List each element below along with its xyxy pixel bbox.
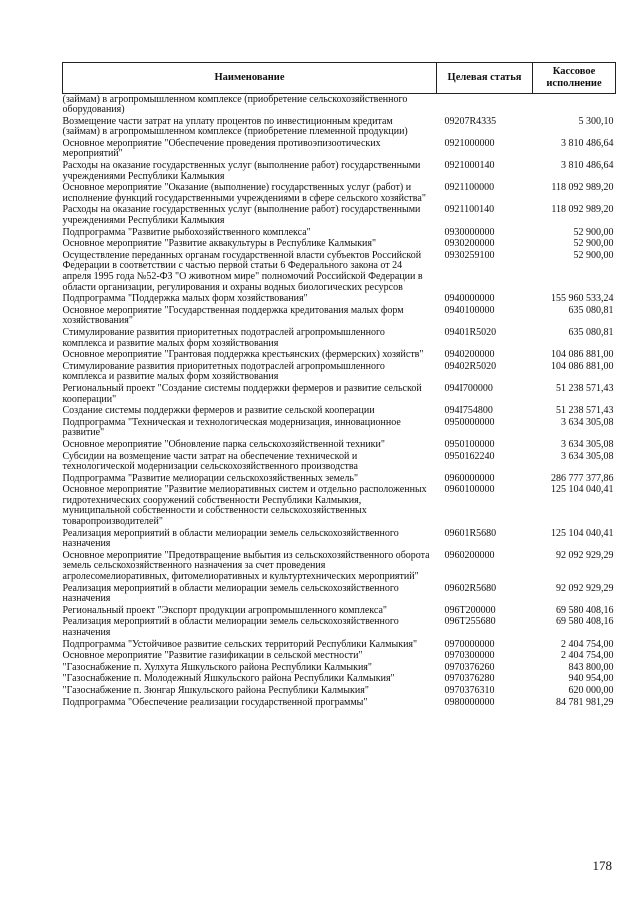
row-name: Подпрограмма "Развитие мелиорации сельскохозяйственных земель" <box>62 472 359 484</box>
table-row <box>63 239 616 251</box>
row-name: Расходы на оказание государственных услуг (выполнение работ) государственными учреждениями Республики Калмыкия <box>62 204 421 227</box>
table-row <box>63 350 616 362</box>
row-code: 0970300000 <box>444 650 495 662</box>
row-code: 0970376260 <box>444 661 495 673</box>
row-name: Реализация мероприятий в области мелиорации земель сельскохозяйственного назначения <box>62 616 399 638</box>
table-row <box>63 138 616 160</box>
row-name: Стимулирование развития приоритетных подотраслей агропромышленного комплекса и развитие малых форм хозяйствования <box>62 326 385 349</box>
table-row <box>63 94 616 117</box>
budget-execution-table <box>62 62 616 709</box>
row-name: Основное мероприятие "Развитие мелиоративных систем и отдельно расположенных гидротехнических сооружений собственности Республики Калмыкия, муниципальной собственности и собственности сельскохозяйственных товаропроизводителей" <box>62 484 427 528</box>
row-amount: 84 781 981,29 <box>556 696 614 708</box>
row-name: "Газоснабжение п. Зюнгар Яшкульского района Республики Калмыкия" <box>62 684 369 696</box>
row-amount: 125 104 040,41 <box>551 527 614 539</box>
row-code: 094I700000 <box>444 382 493 394</box>
table-row <box>63 697 616 709</box>
row-amount: 2 404 754,00 <box>561 650 614 662</box>
table-row <box>63 528 616 550</box>
row-code: 09601R5680 <box>444 527 497 539</box>
table-row <box>63 250 616 293</box>
table-row <box>63 550 616 583</box>
table-row <box>63 605 616 617</box>
row-code: 0921000000 <box>444 137 495 149</box>
budget-table-sheet <box>62 62 615 709</box>
table-row <box>63 674 616 686</box>
row-name: Основное мероприятие "Государственная поддержка кредитования малых форм хозяйствования" <box>62 304 404 327</box>
row-code: 0930000000 <box>444 226 495 238</box>
row-code: 09602R5680 <box>444 582 497 594</box>
row-amount: 52 900,00 <box>573 238 614 250</box>
row-name: Стимулирование развития приоритетных подотраслей агропромышленного комплекса и развитие малых форм хозяйствования <box>62 360 385 383</box>
table-row <box>63 294 616 306</box>
row-amount: 69 580 408,16 <box>556 616 614 628</box>
row-amount: 52 900,00 <box>573 226 614 238</box>
row-name: Подпрограмма "Устойчивое развитие сельских территорий Республики Калмыкия" <box>62 638 418 650</box>
row-code: 0970000000 <box>444 638 495 650</box>
table-header <box>63 63 616 94</box>
row-code: 0930259100 <box>444 249 495 261</box>
row-name: Основное мероприятие "Грантовая поддержка крестьянских (фермерских) хозяйств" <box>62 349 424 361</box>
row-name: (займам) в агропромышленном комплексе (приобретение сельскохозяйственного оборудования) <box>62 93 408 116</box>
row-name: "Газоснабжение п. Молодежный Яшкульского района Республики Калмыкия" <box>62 673 395 685</box>
row-name: Расходы на оказание государственных услуг (выполнение работ) государственными учреждениями Республики Калмыкия <box>62 160 421 182</box>
row-name: Основное мероприятие "Развитие аквакультуры в Республике Калмыкия" <box>62 238 377 250</box>
row-amount: 286 777 377,86 <box>551 472 614 484</box>
table-row <box>63 205 616 227</box>
row-amount: 104 086 881,00 <box>551 349 614 361</box>
row-amount: 2 404 754,00 <box>561 638 614 650</box>
table-row <box>63 583 616 605</box>
row-name: Основное мероприятие "Обновление парка сельскохозяйственной техники" <box>62 438 385 450</box>
table-row <box>63 439 616 451</box>
row-name: Реализация мероприятий в области мелиорации земель сельскохозяйственного назначения <box>62 527 399 550</box>
row-amount: 620 000,00 <box>568 684 614 696</box>
row-amount: 104 086 881,00 <box>551 360 614 372</box>
row-name: Возмещение части затрат на уплату процентов по инвестиционным кредитам (займам) в агропромышленном комплексе (приобретение племенной продукции) <box>62 115 408 138</box>
row-amount: 51 238 571,43 <box>556 405 614 417</box>
row-name: Осуществление переданных органам государственной власти субъектов Российской Федерации в соответствии с частью первой статьи 6 Федерального закона от 24 апреля 1995 года №52-ФЗ "О животном мире" полномочий Российской Федерации в области организации, регулирования и охраны водных биологических ресурсов <box>62 249 423 293</box>
table-row <box>63 485 616 528</box>
row-code: 0921000140 <box>444 160 495 172</box>
table-row <box>63 361 616 383</box>
row-name: Подпрограмма "Развитие рыбохозяйственного комплекса" <box>62 226 311 238</box>
table-body <box>63 94 616 709</box>
table-row <box>63 327 616 349</box>
row-amount: 3 810 486,64 <box>561 137 614 149</box>
header-name: Наименование <box>63 63 437 94</box>
row-name: Подпрограмма "Поддержка малых форм хозяйствования" <box>62 293 308 305</box>
row-amount: 125 104 040,41 <box>551 484 614 496</box>
row-name: Основное мероприятие "Оказание (выполнение) государственных услуг (работ) и исполнение функций государственными учреждениями в сфере сельского хозяйства" <box>62 182 426 204</box>
row-code: 0950000000 <box>444 416 495 428</box>
table-row <box>63 305 616 327</box>
header-code: Целевая статья <box>437 63 533 94</box>
row-code: 0921100000 <box>444 182 495 194</box>
table-row <box>63 406 616 418</box>
row-amount: 3 634 305,08 <box>561 416 614 428</box>
row-code: 0930200000 <box>444 238 495 250</box>
row-code: 0970376310 <box>444 684 495 696</box>
table-row <box>63 473 616 485</box>
table-row <box>63 161 616 183</box>
row-amount: 843 800,00 <box>568 661 614 673</box>
row-amount: 3 634 305,08 <box>561 438 614 450</box>
row-amount: 635 080,81 <box>568 326 614 338</box>
table-row <box>63 183 616 205</box>
row-name: Региональный проект "Создание системы поддержки фермеров и развитие сельской кооперации" <box>62 382 422 405</box>
row-amount: 118 092 989,20 <box>551 182 614 194</box>
row-amount: 52 900,00 <box>573 249 614 261</box>
header-amount: Кассовое исполнение <box>533 63 616 94</box>
row-code: 0940000000 <box>444 293 495 305</box>
row-name: Основное мероприятие "Развитие газификации в сельской местности" <box>62 650 363 662</box>
row-name: Реализация мероприятий в области мелиорации земель сельскохозяйственного назначения <box>62 582 399 605</box>
table-row <box>63 227 616 239</box>
row-amount <box>533 94 616 117</box>
row-amount: 5 300,10 <box>578 115 614 127</box>
row-code: 0960000000 <box>444 472 495 484</box>
table-row <box>63 639 616 651</box>
row-code: 096T255680 <box>444 616 496 628</box>
row-code: 0940100000 <box>444 304 495 316</box>
page-number: 178 <box>592 858 612 873</box>
row-code: 09401R5020 <box>444 326 497 338</box>
row-code: 0960100000 <box>444 484 495 496</box>
row-code: 0940200000 <box>444 349 495 361</box>
row-amount: 51 238 571,43 <box>556 382 614 394</box>
row-amount: 3 634 305,08 <box>561 450 614 462</box>
row-code: 0950162240 <box>444 450 495 462</box>
row-amount: 92 092 929,29 <box>556 582 614 594</box>
row-name: Основное мероприятие "Обеспечение проведения противоэпизоотических мероприятий" <box>62 137 381 160</box>
row-amount: 69 580 408,16 <box>556 604 614 616</box>
row-code: 09402R5020 <box>444 360 497 372</box>
table-row <box>63 617 616 639</box>
row-amount: 3 810 486,64 <box>561 160 614 172</box>
row-name: Основное мероприятие "Предотвращение выбытия из сельскохозяйственного оборота земель сельскохозяйственного назначения за счет проведения агролесомелиоративных, фитомелиоративных и культуртехнических мероприятий" <box>62 549 430 583</box>
table-row <box>63 383 616 405</box>
row-amount: 940 954,00 <box>568 673 614 685</box>
row-amount: 118 092 989,20 <box>551 204 614 216</box>
row-name: Создание системы поддержки фермеров и развитие сельской кооперации <box>62 405 375 417</box>
row-amount: 155 960 533,24 <box>551 293 614 305</box>
table-row <box>63 417 616 439</box>
row-name: Подпрограмма "Техническая и технологическая модернизация, инновационное развитие" <box>62 416 401 439</box>
row-code: 0960200000 <box>444 549 495 561</box>
row-name: Субсидии на возмещение части затрат на обеспечение технической и технологической модернизации сельскохозяйственного производства <box>62 450 358 473</box>
row-code <box>437 94 533 117</box>
row-code: 09207R4335 <box>444 115 497 127</box>
row-code: 0970376280 <box>444 673 495 685</box>
row-amount: 92 092 929,29 <box>556 549 614 561</box>
row-amount: 635 080,81 <box>568 304 614 316</box>
row-code: 0980000000 <box>444 696 495 708</box>
table-row <box>63 451 616 473</box>
row-code: 0950100000 <box>444 438 495 450</box>
table-row <box>63 651 616 663</box>
row-name: Региональный проект "Экспорт продукции агропромышленного комплекса" <box>62 604 387 616</box>
row-code: 0921100140 <box>444 204 495 216</box>
row-name: "Газоснабжение п. Хулхута Яшкульского района Республики Калмыкия" <box>62 661 372 673</box>
row-code: 096T200000 <box>444 604 496 616</box>
table-row <box>63 662 616 674</box>
row-code: 094I754800 <box>444 405 493 417</box>
table-row <box>63 116 616 138</box>
table-row <box>63 685 616 697</box>
row-name: Подпрограмма "Обеспечение реализации государственной программы" <box>62 696 368 708</box>
